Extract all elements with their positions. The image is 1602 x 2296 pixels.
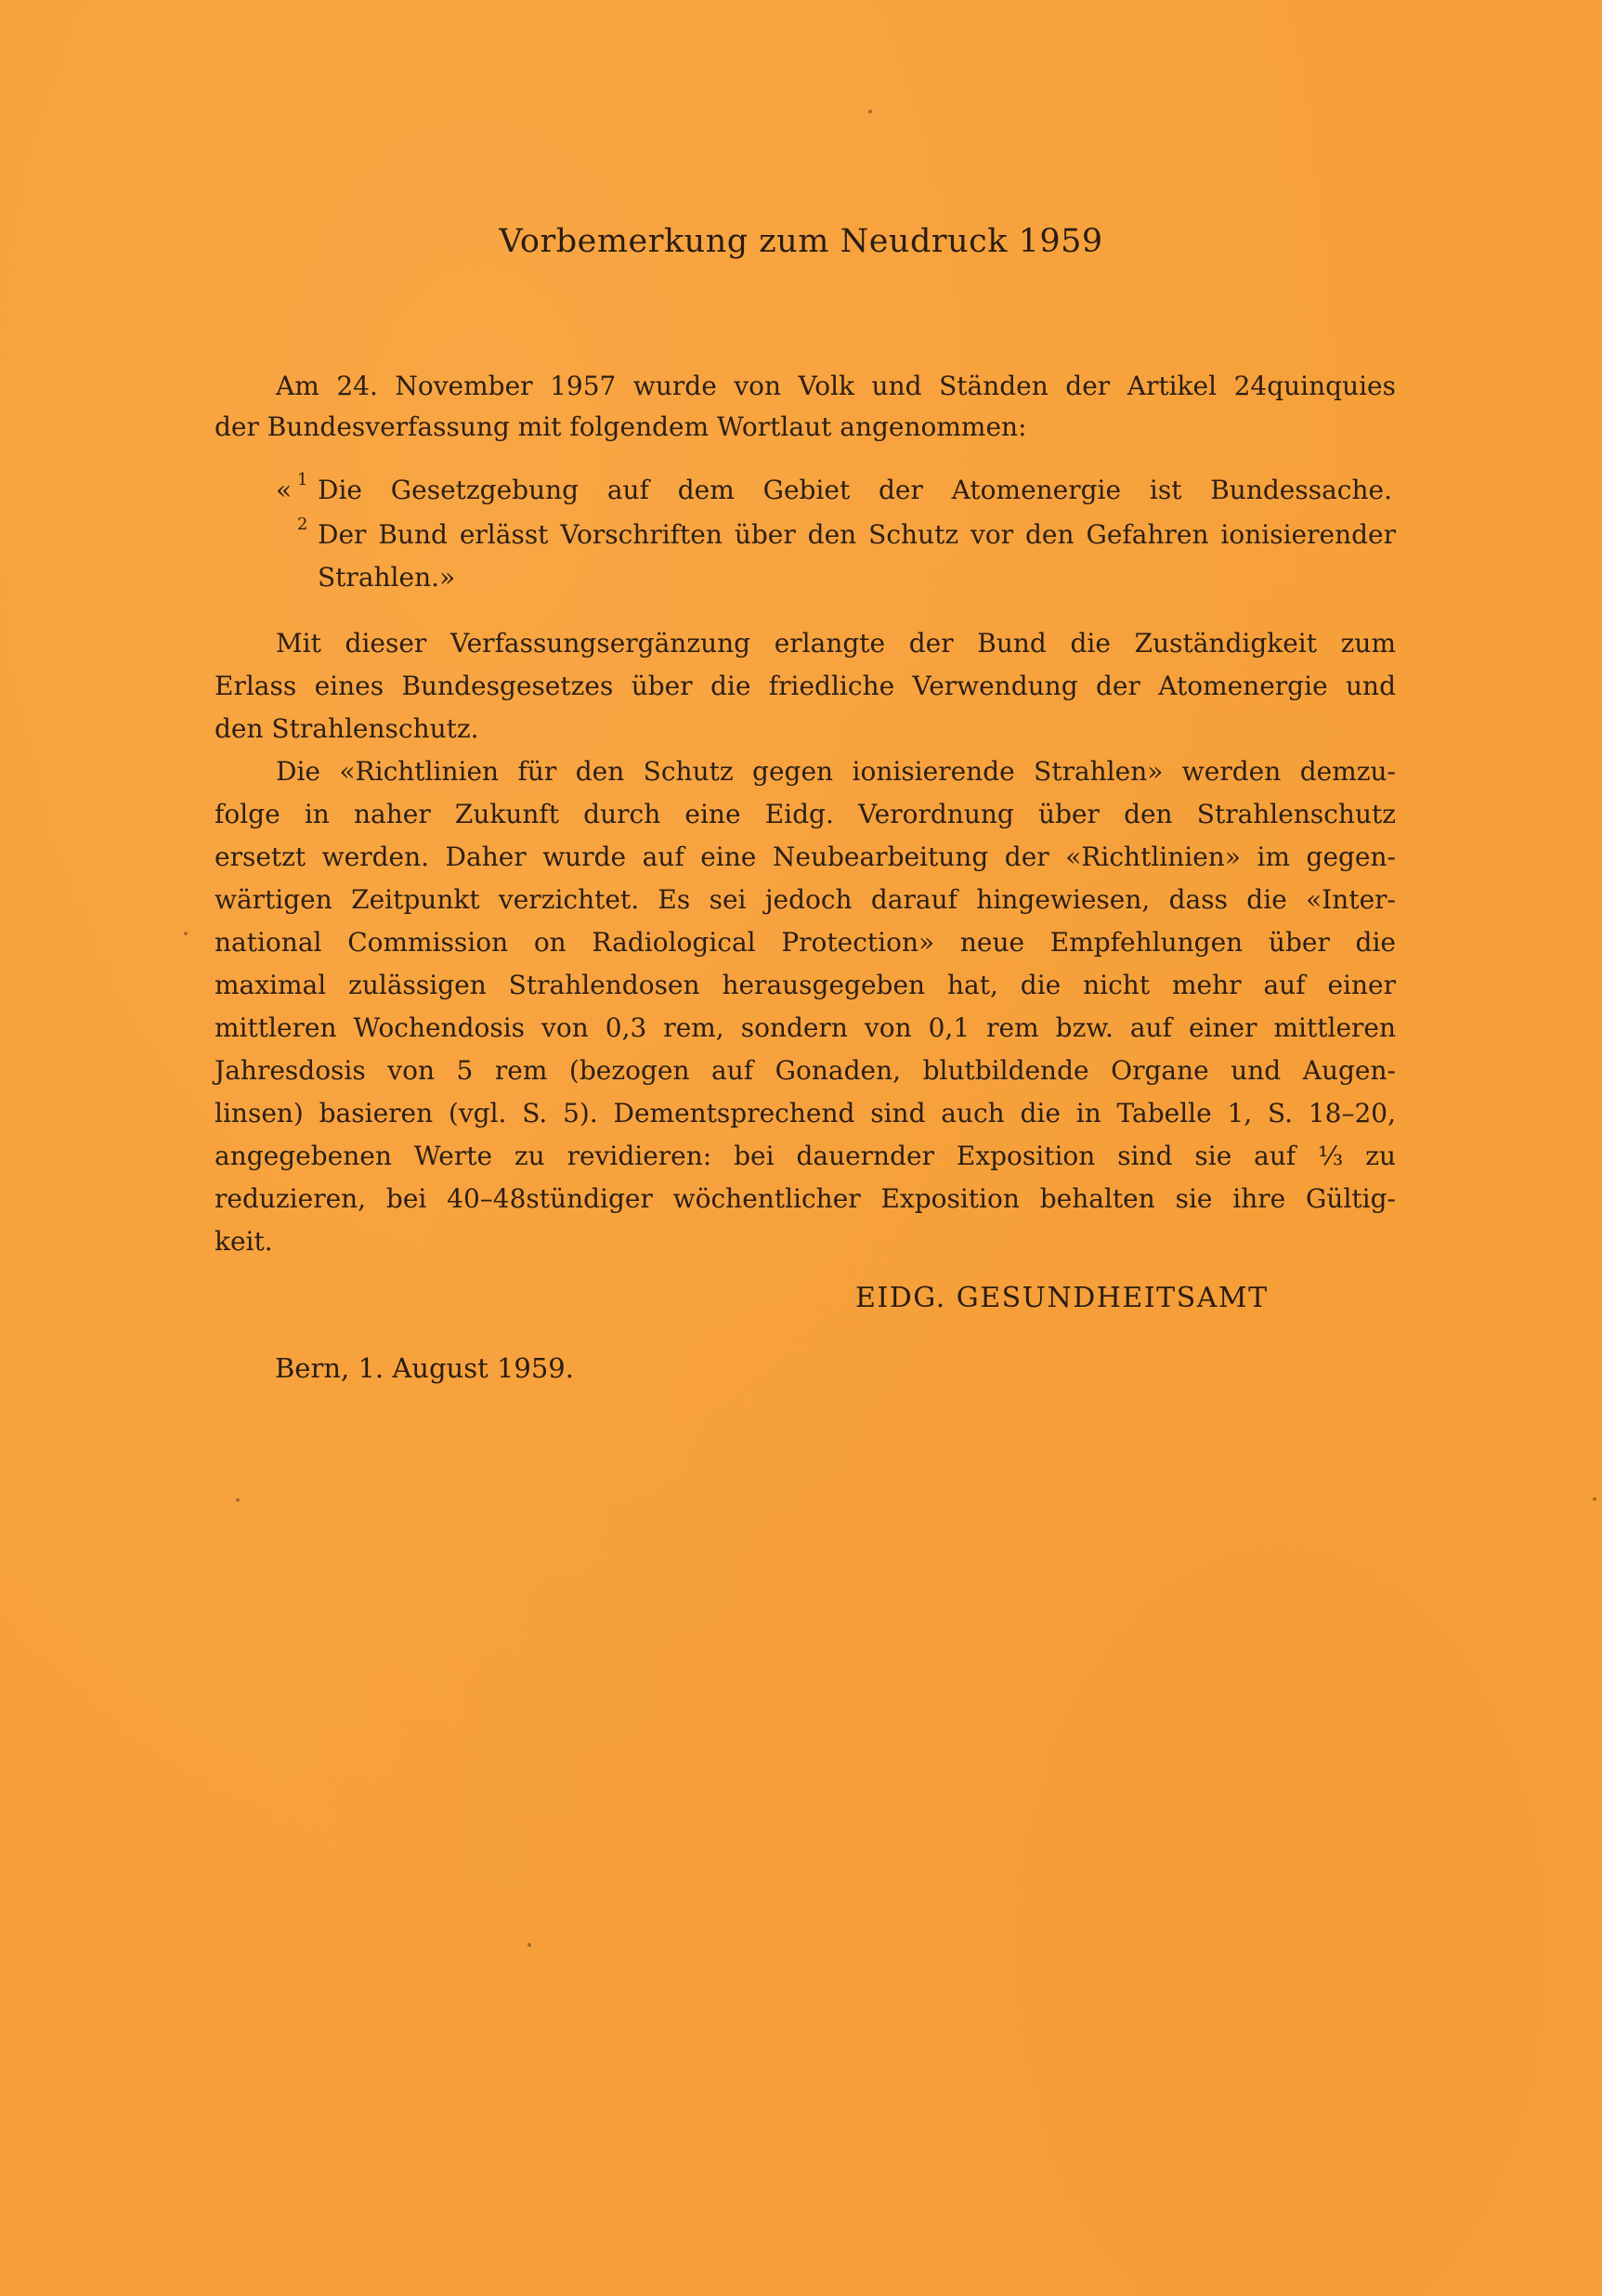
body-line: angegebenen Werte zu revidieren: bei dauernder Exposition sind sie auf ⅓ zu [215, 1141, 1396, 1171]
body-line: Die «Richtlinien für den Schutz gegen ionisierende Strahlen» werden demzu- [276, 756, 1396, 787]
paper-speck [527, 1943, 531, 1947]
place-and-date: Bern, 1. August 1959. [275, 1352, 574, 1384]
paper-speck [1593, 1497, 1596, 1501]
body-line: folge in naher Zukunft durch eine Eidg. Verordnung über den Strahlenschutz [215, 799, 1396, 829]
body-line: reduzieren, bei 40–48stündiger wöchentlicher Exposition behalten sie ihre Gültig- [215, 1183, 1396, 1214]
body-line: Erlass eines Bundesgesetzes über die friedliche Verwendung der Atomenergie und [215, 671, 1396, 701]
paper-speck [236, 1498, 240, 1502]
body-line: keit. [215, 1226, 273, 1257]
quote-para2-continued: Strahlen.» [318, 562, 456, 593]
body-line: den Strahlenschutz. [215, 713, 479, 744]
quote-para2-text: Der Bund erlässt Vorschriften über den Schutz vor den Gefahren ionisierender [318, 519, 1396, 550]
body-line: Mit dieser Verfassungsergänzung erlangte der Bund die Zuständigkeit zum [276, 628, 1396, 659]
intro-line: Am 24. November 1957 wurde von Volk und Ständen der Artikel 24quinquies [276, 371, 1396, 401]
body-line: wärtigen Zeitpunkt verzichtet. Es sei jedoch darauf hingewiesen, dass die «Inter- [215, 884, 1396, 915]
body-line: mittleren Wochendosis von 0,3 rem, sondern von 0,1 rem bzw. auf einer mittleren [215, 1012, 1396, 1043]
body-line: linsen) basieren (vgl. S. 5). Dementsprechend sind auch die in Tabelle 1, S. 18–20, [215, 1098, 1396, 1128]
body-line: Jahresdosis von 5 rem (bezogen auf Gonaden, blutbildende Organe und Augen- [215, 1055, 1396, 1086]
quote-open-mark: « [276, 475, 293, 505]
quote-para1-text: Die Gesetzgebung auf dem Gebiet der Atomenergie ist Bundessache. [318, 475, 1392, 505]
intro-line: der Bundesverfassung mit folgendem Wortlaut angenommen: [215, 411, 1027, 442]
paper-speck [184, 932, 188, 935]
quote-para1-number: 1 [297, 470, 308, 489]
body-line: maximal zulässigen Strahlendosen herausgegeben hat, die nicht mehr auf einer [215, 970, 1396, 1000]
signature: EIDG. GESUNDHEITSAMT [855, 1282, 1269, 1314]
quote-para2-number: 2 [297, 515, 308, 534]
body-line: ersetzt werden. Daher wurde auf eine Neubearbeitung der «Richtlinien» im gegen- [215, 841, 1396, 872]
document-title: Vorbemerkung zum Neudruck 1959 [499, 223, 1103, 260]
paper-speck [868, 110, 872, 113]
body-line: national Commission on Radiological Protection» neue Empfehlungen über die [215, 927, 1396, 958]
